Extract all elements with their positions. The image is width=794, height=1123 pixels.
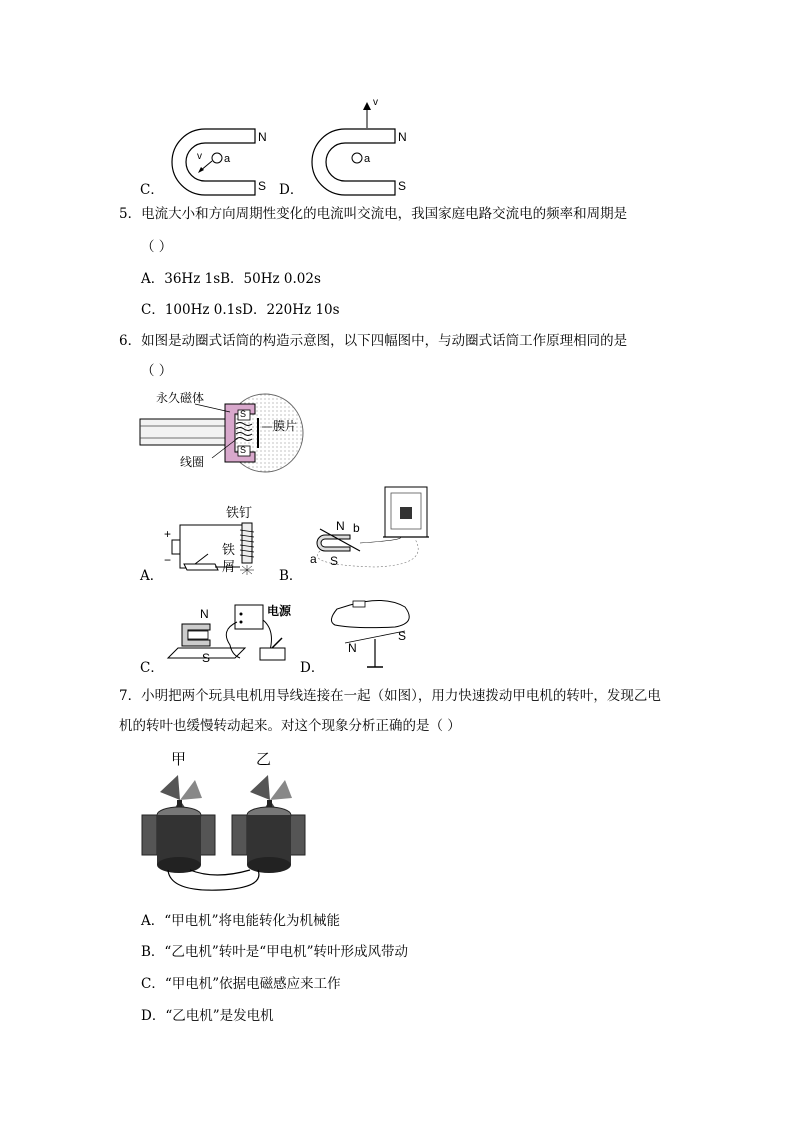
velocity-label: v — [197, 151, 202, 162]
power-supply-label: 电源 — [267, 604, 292, 618]
option-a-label: A． — [140, 568, 164, 584]
q7-option-a: A．“甲电机”将电能转化为机械能 — [141, 913, 341, 929]
q6-stem-line1: 6．如图是动圈式话筒的构造示意图，以下四幅图中，与动圈式话筒工作原理相同的是 — [119, 333, 628, 349]
point-a-label: a — [224, 153, 231, 165]
motor-yi-label: 乙 — [256, 751, 272, 768]
motor-yi — [232, 775, 305, 873]
pole-s-label: S — [202, 651, 211, 665]
motor-jia — [142, 775, 215, 873]
electromagnet-diagram — [160, 520, 270, 580]
option-d-label: D． — [300, 660, 325, 676]
induction-diagram — [305, 485, 440, 575]
pole-s-label: S — [258, 179, 267, 193]
option-b-label: B． — [279, 568, 303, 584]
pole-n-label: N — [200, 607, 209, 621]
option-c-label: C． — [140, 182, 164, 198]
plus-label: + — [164, 527, 172, 541]
q5-stem-line2: （ ） — [141, 239, 173, 255]
pole-n-label: N — [348, 641, 357, 655]
q7-stem-line2: 机的转叶也缓慢转动起来。对这个现象分析正确的是（ ） — [119, 718, 461, 734]
q5-options-line1: A．36Hz 1sB．50Hz 0.02s — [141, 271, 321, 287]
u-magnet-d — [300, 97, 410, 195]
q7-option-d: D．“乙电机”是发电机 — [141, 1008, 274, 1024]
velocity-label: v — [373, 97, 378, 108]
u-magnet-c — [160, 125, 270, 195]
q5-options-line2: C．100Hz 0.1sD．220Hz 10s — [141, 302, 340, 318]
nail-label: 铁钉 — [226, 505, 253, 520]
pole-s-label: S — [398, 629, 407, 643]
point-a-label: a — [310, 552, 317, 566]
motor-jia-label: 甲 — [171, 751, 187, 768]
q7-option-b: B．“乙电机”转叶是“甲电机”转叶形成风带动 — [141, 944, 409, 960]
diaphragm-label: 膜片 — [273, 419, 298, 433]
pole-s-label: S — [330, 554, 339, 568]
q7-option-c: C．“甲电机”依据电磁感应来工作 — [141, 976, 341, 992]
pole-n-label: N — [336, 519, 345, 533]
option-d-label: D． — [279, 182, 304, 198]
pole-n-label: N — [398, 130, 407, 144]
pole-s-label: S — [240, 445, 247, 455]
filings-label: 铁 — [222, 542, 236, 557]
magnet-label: 永久磁体 — [156, 391, 205, 405]
q6-stem-line2: （ ） — [141, 363, 173, 379]
minus-label: − — [164, 553, 172, 567]
option-c-label: C． — [140, 660, 164, 676]
filings-label: 屑 — [222, 559, 236, 574]
pole-s-label: S — [240, 409, 247, 419]
point-b-label: b — [353, 521, 360, 535]
point-a-label: a — [364, 153, 371, 165]
q5-stem-line1: 5．电流大小和方向周期性变化的电流叫交流电，我国家庭电路交流电的频率和周期是 — [119, 206, 628, 222]
two-motors-diagram — [140, 770, 315, 895]
pole-n-label: N — [258, 130, 267, 144]
q7-stem-line1: 7．小明把两个玩具电机用导线连接在一起（如图），用力快速拨动甲电机的转叶，发现乙电 — [119, 688, 661, 704]
coil-label: 线圈 — [180, 455, 205, 469]
pole-s-label: S — [398, 179, 407, 193]
